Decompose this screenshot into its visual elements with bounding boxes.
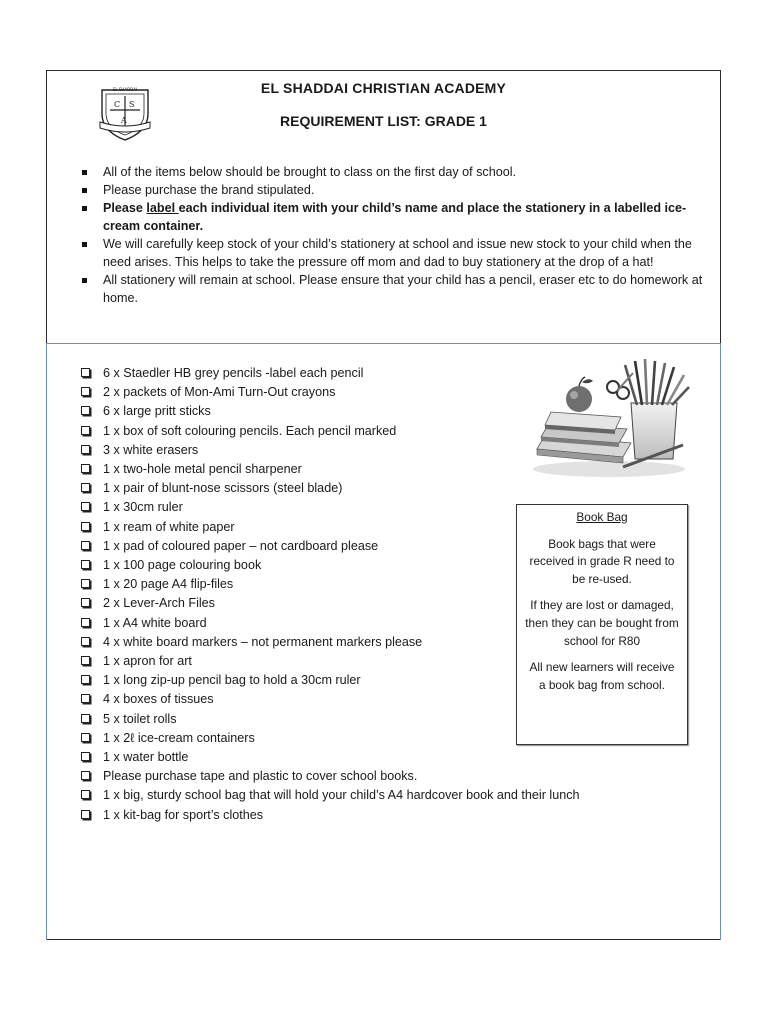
instruction-item: All stationery will remain at school. Please ensure that your child has a pencil, eraser etc to do homework at home.: [80, 271, 710, 307]
page-title: REQUIREMENT LIST: GRADE 1: [280, 113, 487, 129]
checkbox-icon[interactable]: [81, 445, 90, 454]
list-item: 1 x 100 page colouring book: [80, 556, 720, 575]
checkbox-icon[interactable]: [81, 598, 90, 607]
list-item: 1 x pair of blunt-nose scissors (steel blade): [80, 479, 720, 498]
square-bullet-icon: [82, 170, 87, 175]
list-item: 1 x 2ℓ ice-cream containers: [80, 729, 720, 748]
list-item: 1 x apron for art: [80, 652, 720, 671]
checkbox-icon[interactable]: [81, 752, 90, 761]
svg-text:A: A: [121, 116, 127, 125]
list-item: 1 x A4 white board: [80, 614, 720, 633]
list-item: 6 x large pritt sticks: [80, 402, 720, 421]
checkbox-icon[interactable]: [81, 733, 90, 742]
list-item: 1 x pad of coloured paper – not cardboard please: [80, 537, 720, 556]
square-bullet-icon: [82, 188, 87, 193]
checkbox-icon[interactable]: [81, 464, 90, 473]
instruction-item: All of the items below should be brought to class on the first day of school.: [80, 163, 710, 181]
checkbox-icon[interactable]: [81, 675, 90, 684]
book-bag-paragraph: If they are lost or damaged, then they can be bought from school for R80: [525, 598, 679, 648]
checkbox-icon[interactable]: [81, 618, 90, 627]
checkbox-icon[interactable]: [81, 771, 90, 780]
checkbox-icon[interactable]: [81, 502, 90, 511]
list-item: 4 x boxes of tissues: [80, 690, 720, 709]
list-item: 2 x Lever-Arch Files: [80, 594, 720, 613]
checkbox-icon[interactable]: [81, 714, 90, 723]
instructions-list: [80, 163, 710, 307]
list-item: 1 x 20 page A4 flip-files: [80, 575, 720, 594]
checkbox-icon[interactable]: [81, 560, 90, 569]
list-item: 1 x two-hole metal pencil sharpener: [80, 460, 720, 479]
list-item: 1 x kit-bag for sport’s clothes: [80, 806, 720, 825]
list-item: 6 x Staedler HB grey pencils -label each pencil: [80, 364, 720, 383]
instruction-item: We will carefully keep stock of your child’s stationery at school and issue new stock to your child when the need arises. This helps to take the pressure off mom and dad to buy stationery at the drop of a hat!: [80, 235, 710, 271]
book-bag-paragraph: Book bags that were received in grade R need to be re-used.: [529, 536, 675, 586]
list-item: Please purchase tape and plastic to cover school books.: [80, 767, 720, 786]
checkbox-icon[interactable]: [81, 426, 90, 435]
list-item: 3 x white erasers: [80, 441, 720, 460]
list-item: 4 x white board markers – not permanent markers please: [80, 633, 720, 652]
stationery-illustration: [527, 357, 692, 479]
checkbox-icon[interactable]: [81, 483, 90, 492]
checkbox-icon[interactable]: [81, 656, 90, 665]
square-bullet-icon: [82, 242, 87, 247]
checkbox-icon[interactable]: [81, 810, 90, 819]
book-bag-paragraph: All new learners will receive a book bag from school.: [529, 660, 675, 692]
list-item: 2 x packets of Mon-Ami Turn-Out crayons: [80, 383, 720, 402]
square-bullet-icon: [82, 206, 87, 211]
list-item: 1 x big, sturdy school bag that will hold your child’s A4 hardcover book and their lunch: [80, 786, 720, 805]
checkbox-icon[interactable]: [81, 694, 90, 703]
checkbox-icon[interactable]: [81, 541, 90, 550]
svg-text:C: C: [114, 100, 121, 109]
checkbox-icon[interactable]: [81, 790, 90, 799]
checkbox-icon[interactable]: [81, 368, 90, 377]
book-bag-title: Book Bag: [576, 510, 628, 524]
instruction-item: Please label each individual item with your child’s name and place the stationery in a labelled ice-cream container.: [80, 199, 710, 235]
list-item: 1 x water bottle: [80, 748, 720, 767]
svg-text:S: S: [129, 100, 135, 109]
school-name: EL SHADDAI CHRISTIAN ACADEMY: [260, 80, 507, 96]
square-bullet-icon: [82, 278, 87, 283]
checkbox-icon[interactable]: [81, 387, 90, 396]
list-item: 1 x ream of white paper: [80, 518, 720, 537]
list-item: 1 x box of soft colouring pencils. Each pencil marked: [80, 422, 720, 441]
list-item: 1 x 30cm ruler: [80, 498, 720, 517]
left-rule: [46, 344, 47, 940]
instruction-item: Please purchase the brand stipulated.: [80, 181, 710, 199]
list-item: 1 x long zip-up pencil bag to hold a 30cm ruler: [80, 671, 720, 690]
checkbox-icon[interactable]: [81, 406, 90, 415]
checkbox-icon[interactable]: [81, 579, 90, 588]
book-bag-notice: [516, 504, 688, 745]
checkbox-icon[interactable]: [81, 522, 90, 531]
svg-text:EL SHADDAI: EL SHADDAI: [112, 87, 138, 92]
list-item: 5 x toilet rolls: [80, 710, 720, 729]
checkbox-icon[interactable]: [81, 637, 90, 646]
right-rule: [720, 344, 721, 940]
